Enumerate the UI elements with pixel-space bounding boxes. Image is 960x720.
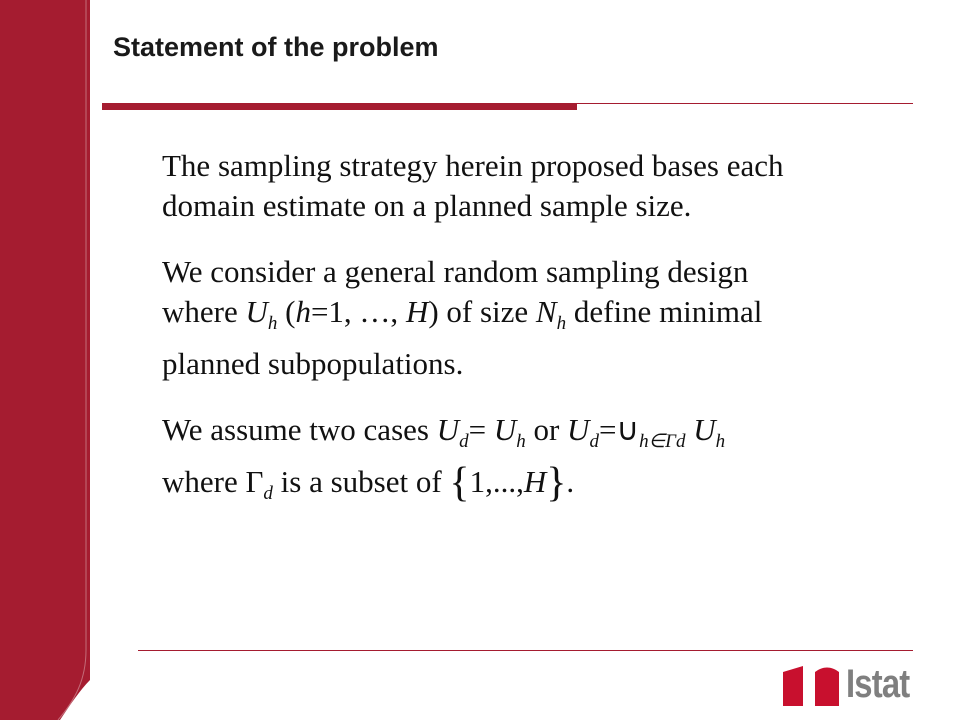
p3-text: is a subset of bbox=[272, 464, 450, 499]
math-N: N bbox=[535, 294, 557, 329]
p2-line-2 bbox=[162, 292, 862, 344]
math-equals: = bbox=[468, 412, 494, 447]
math-union: =∪ bbox=[598, 412, 640, 447]
p2-line-3: planned subpopulations. bbox=[162, 346, 464, 381]
math-H: H bbox=[405, 294, 429, 329]
p1-line-1: The sampling strategy herein proposed bases each bbox=[162, 148, 784, 183]
math-U: U bbox=[245, 294, 268, 329]
math-U: U bbox=[436, 412, 460, 447]
p3-text: or bbox=[525, 412, 568, 447]
math-subscript-h: h bbox=[715, 431, 726, 452]
p2-text: ) of size bbox=[428, 294, 536, 329]
math-h: h bbox=[295, 294, 311, 329]
title-underline-thin bbox=[577, 103, 913, 104]
math-gamma: Γ bbox=[245, 464, 264, 499]
math-subscript-h: h bbox=[516, 431, 526, 452]
math-subscript-d: d bbox=[459, 431, 469, 452]
math-subscript-h: h bbox=[556, 313, 567, 334]
p1-line-2: domain estimate on a planned sample size. bbox=[162, 188, 692, 223]
math-union-subscript: h∈Γd bbox=[639, 431, 686, 452]
p2-line-1: We consider a general random sampling design bbox=[162, 254, 749, 289]
p3-text: where bbox=[162, 464, 246, 499]
math-set: 1,..., bbox=[469, 464, 524, 499]
math-brace-open: { bbox=[449, 460, 470, 506]
slide-body bbox=[162, 146, 862, 540]
slide-title: Statement of the problem bbox=[113, 32, 439, 62]
math-U: U bbox=[493, 412, 517, 447]
sidebar-decoration bbox=[0, 0, 90, 720]
p2-text: define minimal bbox=[566, 294, 763, 329]
math-subscript-d: d bbox=[263, 483, 273, 504]
math-H: H bbox=[523, 464, 547, 499]
paragraph-2 bbox=[162, 252, 862, 384]
p3-line-2 bbox=[162, 462, 862, 514]
p2-text: where bbox=[162, 294, 246, 329]
p3-text: We assume two cases bbox=[162, 412, 437, 447]
math-brace-close: } bbox=[546, 460, 567, 506]
paragraph-1 bbox=[162, 146, 862, 226]
footer-rule bbox=[138, 650, 913, 651]
paragraph-3 bbox=[162, 410, 862, 514]
p2-text: ( bbox=[277, 294, 296, 329]
p3-text: . bbox=[566, 464, 575, 499]
p2-text: =1, …, bbox=[310, 294, 406, 329]
math-subscript-h: h bbox=[267, 313, 278, 334]
math-U: U bbox=[685, 412, 716, 447]
math-subscript-d: d bbox=[589, 431, 599, 452]
p3-line-1 bbox=[162, 410, 862, 462]
istat-logo-text: Istat bbox=[846, 662, 910, 706]
math-U: U bbox=[567, 412, 590, 447]
title-underline-thick bbox=[102, 103, 577, 110]
